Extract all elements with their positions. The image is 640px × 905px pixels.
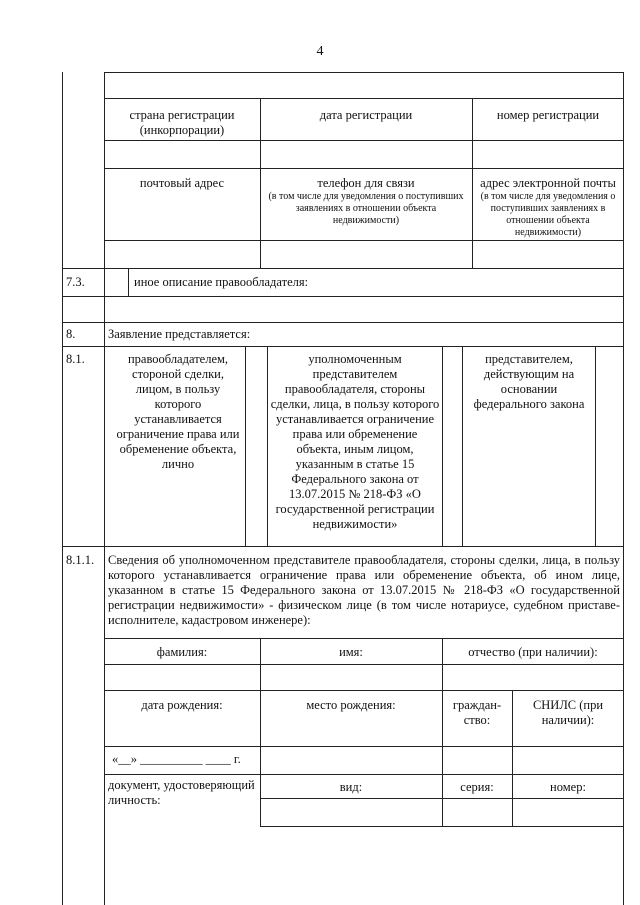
item-number-8: 8. — [66, 327, 76, 341]
identity-document-label: документ, удостоверяющий личность: — [108, 778, 255, 807]
other-description-label: иное описание правообладателя: — [134, 275, 309, 289]
application-form-table — [62, 72, 624, 905]
patronymic-label: отчество (при наличии): — [468, 645, 598, 659]
snils-field[interactable] — [513, 747, 623, 774]
registration-date-label: дата регистрации — [319, 108, 413, 122]
document-type-label: вид: — [339, 780, 363, 794]
birth-place-label: место рождения: — [306, 698, 396, 712]
document-type-field[interactable] — [261, 799, 442, 826]
registration-country-label: страна регистрации (инкорпорации) — [129, 108, 235, 137]
checkbox-owner-in-person[interactable] — [246, 347, 267, 545]
registration-number-label: номер регистрации — [496, 108, 600, 122]
email-label: адрес электронной почты (в том числе для уведомления о поступивших заявлениях в отношении объекта недвижимости) — [480, 176, 616, 238]
citizenship-field[interactable] — [443, 747, 512, 774]
snils-label: СНИЛС (при наличии): — [532, 698, 604, 727]
postal-address-label: почтовый адрес — [139, 176, 225, 190]
document-number-field[interactable] — [513, 799, 623, 826]
phone-label: телефон для связи (в том числе для уведомления о поступивших заявлениях в отношении объекта недвижимости) — [268, 176, 464, 226]
birth-date-label: дата рождения: — [141, 698, 223, 712]
patronymic-field[interactable] — [443, 665, 623, 690]
birth-place-field[interactable] — [261, 747, 442, 774]
name-label: имя: — [339, 645, 363, 659]
representative-info-text: Сведения об уполномоченном представителе правообладателя, стороны сделки, лица, в пользу которого устанавливается ограничение права или обременение объекта, об ином лице, указанном в статье 15 Федерального закона от 13.07.2015 № 218-ФЗ «О государственной регистрации недвижимости» - физическом лице (в том числе нотариусе, судебном приставе-исполнителе, кадастровом инженере): — [108, 553, 620, 627]
document-series-field[interactable] — [443, 799, 512, 826]
item-number-7-3: 7.3. — [66, 275, 85, 289]
option-federal-law-representative: представителем, действующим на основании федерального закона — [473, 352, 585, 411]
surname-field[interactable] — [105, 665, 260, 690]
option-owner-in-person: правообладателем, стороной сделки, лицом, в пользу которого устанавливается ограничение права или обременение объекта, лично — [116, 352, 240, 471]
surname-label: фамилия: — [156, 645, 208, 659]
checkbox-authorized-representative[interactable] — [443, 347, 462, 545]
option-authorized-representative: уполномоченным представителем правообладателя, стороны сделки, лица, в пользу которого устанавливается ограничение права или обременение объекта, иным лицом, указанным в статье 15 Федерального закона от 13.07.2015 № 218-ФЗ «О государственной регистрации недвижимости» — [270, 352, 440, 531]
birth-date-field[interactable]: «__» __________ ____ г. — [112, 752, 241, 766]
name-field[interactable] — [261, 665, 442, 690]
page-number: 4 — [316, 44, 324, 59]
citizenship-label: гражданство: — [452, 698, 502, 727]
item-number-8-1-1: 8.1.1. — [66, 553, 95, 567]
document-series-label: серия: — [460, 780, 494, 794]
checkbox-federal-law-representative[interactable] — [596, 347, 623, 545]
submitted-by-label: Заявление представляется: — [108, 327, 251, 341]
document-number-label: номер: — [550, 780, 586, 794]
item-number-8-1: 8.1. — [66, 352, 85, 366]
